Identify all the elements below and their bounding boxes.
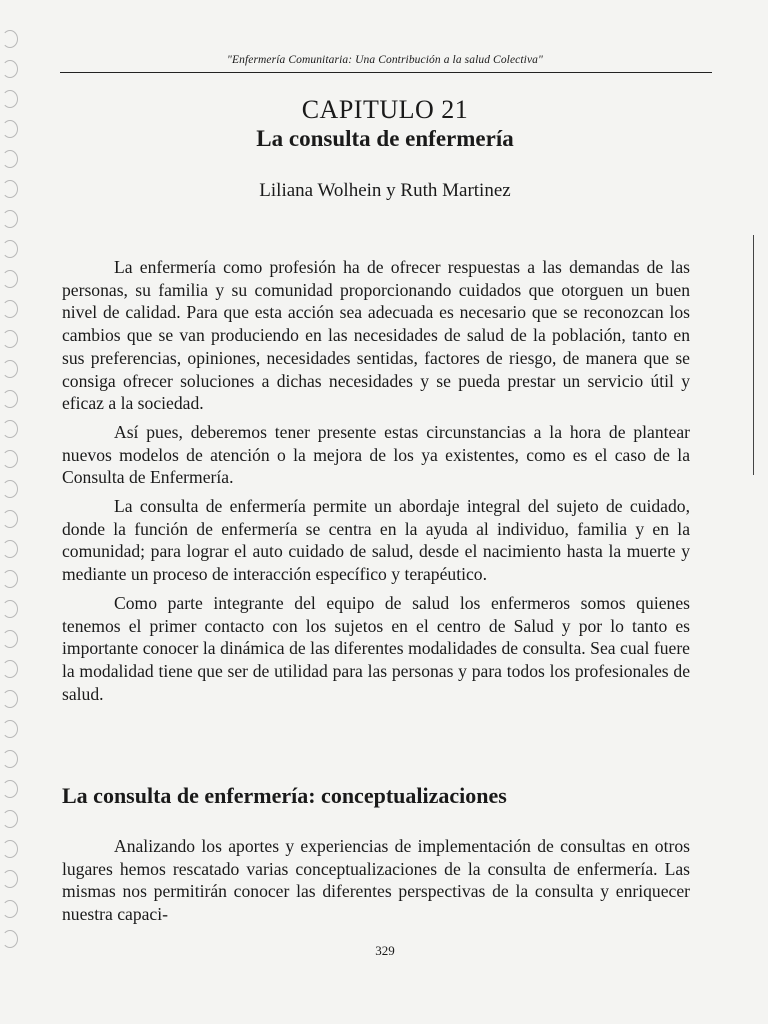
binding-hole <box>2 840 18 858</box>
header-rule <box>60 72 712 73</box>
binding-hole <box>2 660 18 678</box>
binding-hole <box>2 360 18 378</box>
binding-hole <box>2 540 18 558</box>
binding-hole <box>2 630 18 648</box>
chapter-number: CAPITULO 21 <box>301 95 469 124</box>
binding-hole <box>2 870 18 888</box>
binding-hole <box>2 480 18 498</box>
binding-hole <box>2 750 18 768</box>
binding-hole <box>2 240 18 258</box>
binding-hole <box>2 180 18 198</box>
binding-hole <box>2 300 18 318</box>
binding-hole <box>2 330 18 348</box>
binding-hole <box>2 420 18 438</box>
chapter-authors: Liliana Wolhein y Ruth Martinez <box>259 180 511 201</box>
binding-hole <box>2 510 18 528</box>
paragraph: Analizando los aportes y experiencias de implementación de consultas en otros lugares hemos rescatado varias conceptualizaciones de la consulta de enfermería. Las mismas nos permitirán conocer las diferentes perspectivas de la consulta y enriquecer nuestra capaci- <box>62 836 690 925</box>
binding-hole <box>2 690 18 708</box>
binding-hole <box>2 570 18 588</box>
binding-hole <box>2 270 18 288</box>
binding-hole <box>2 30 18 48</box>
binding-hole <box>2 210 18 228</box>
binding-hole <box>2 720 18 738</box>
chapter-title: La consulta de enfermería <box>256 126 514 151</box>
binding-hole <box>2 450 18 468</box>
binding-hole <box>2 900 18 918</box>
body-text <box>62 256 690 711</box>
paragraph: Como parte integrante del equipo de salud los enfermeros somos quienes tenemos el primer contacto con los sujetos en el centro de Salud y por lo tanto es importante conocer la dinámica de las diferentes modalidades de consulta. Sea cual fuere la modalidad tiene que ser de utilidad para las personas y para todos los profesionales de salud. <box>62 592 690 704</box>
binding-holes <box>0 20 24 980</box>
paragraph: La enfermería como profesión ha de ofrecer respuestas a las demandas de las personas, su familia y su comunidad proporcionando cuidados que otorguen un buen nivel de calidad. Para que esta acción sea adecuada es necesario que se reconozcan los cambios que se van produciendo en las necesidades de salud de la población, tanto en sus preferencias, opiniones, necesidades sentidas, factores de riesgo, de manera que se consiga ofrecer soluciones a dichas necesidades y se pueda prestar un servicio útil y eficaz a la sociedad. <box>62 257 690 414</box>
binding-hole <box>2 90 18 108</box>
binding-hole <box>2 120 18 138</box>
section-heading: La consulta de enfermería: conceptualizaciones <box>62 783 507 808</box>
paragraph: Así pues, deberemos tener presente estas circunstancias a la hora de plantear nuevos modelos de atención o la mejora de los ya existentes, como es el caso de la Consulta de Enfermería. <box>62 421 690 488</box>
margin-mark <box>753 235 754 475</box>
section-body <box>62 835 690 926</box>
binding-hole <box>2 780 18 798</box>
binding-hole <box>2 150 18 168</box>
binding-hole <box>2 600 18 618</box>
binding-hole <box>2 390 18 408</box>
binding-hole <box>2 60 18 78</box>
running-head: "Enfermería Comunitaria: Una Contribución a la salud Colectiva" <box>227 54 543 66</box>
page-number: 329 <box>375 943 395 958</box>
binding-hole <box>2 930 18 948</box>
paragraph: La consulta de enfermería permite un abordaje integral del sujeto de cuidado, donde la función de enfermería se centra en la ayuda al individuo, familia y en la comunidad; para lograr el auto cuidado de salud, desde el nacimiento hasta la muerte y mediante un proceso de interacción específico y terapéutico. <box>62 496 690 585</box>
binding-hole <box>2 810 18 828</box>
